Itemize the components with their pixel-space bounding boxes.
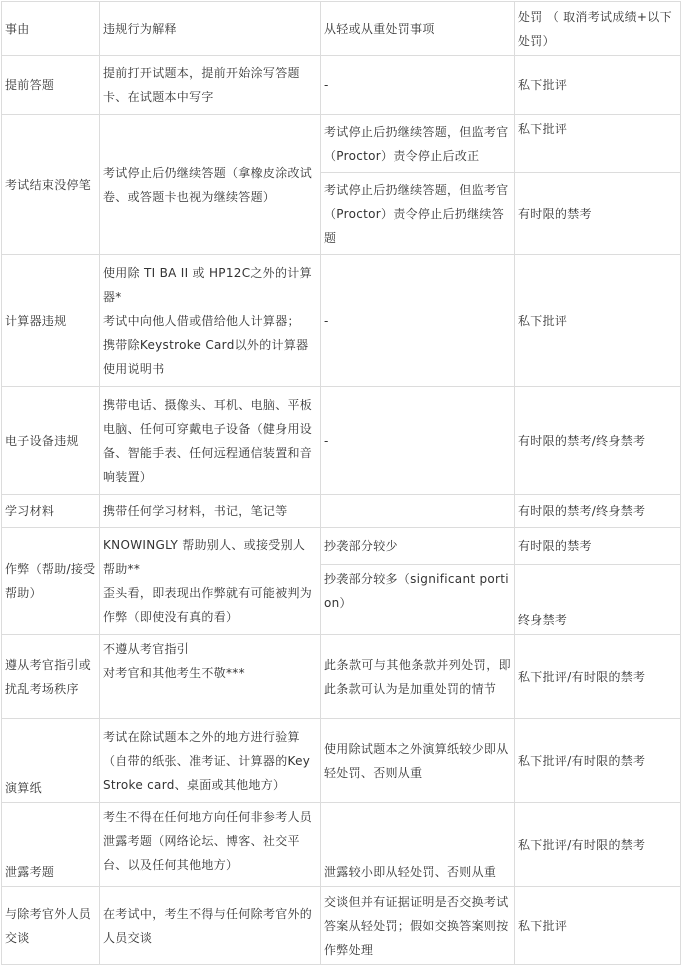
reason-cell: 考试结束没停笔 — [2, 115, 100, 255]
mitigation-cell: - — [321, 255, 515, 387]
explanation-cell — [100, 528, 321, 635]
explanation-cell: 考试在除试题本之外的地方进行验算（自带的纸张、准考证、计算器的KeyStroke card、桌面或其他地方） — [100, 719, 321, 803]
table-row — [2, 56, 681, 115]
explanation-cell — [100, 635, 321, 719]
penalty-cell: 有时限的禁考/终身禁考 — [515, 387, 681, 495]
penalty-cell: 私下批评/有时限的禁考 — [515, 635, 681, 719]
penalty-cell: 私下批评 — [515, 115, 681, 173]
explanation-cell: 携带电话、摄像头、耳机、电脑、平板电脑、任何可穿戴电子设备（健身用设备、智能手表、任何远程通信装置和音响装置） — [100, 387, 321, 495]
penalty-cell: 私下批评 — [515, 887, 681, 965]
mitigation-cell: 交谈但并有证据证明是否交换考试答案从轻处罚；假如交换答案则按作弊处理 — [321, 887, 515, 965]
table-row — [2, 803, 681, 887]
penalty-cell: 私下批评/有时限的禁考 — [515, 803, 681, 887]
header-mitigation: 从轻或从重处罚事项 — [321, 2, 515, 56]
reason-cell: 学习材料 — [2, 495, 100, 528]
table-row — [2, 719, 681, 803]
mitigation-cell: 使用除试题本之外演算纸较少即从轻处罚、否则从重 — [321, 719, 515, 803]
header-penalty: 处罚 （ 取消考试成绩+以下处罚） — [515, 2, 681, 56]
mitigation-cell: - — [321, 56, 515, 115]
explanation-line: 考试中向他人借或借给他人计算器； — [103, 313, 300, 328]
reason-cell: 作弊（帮助/接受帮助） — [2, 528, 100, 635]
mitigation-cell: 泄露较小即从轻处罚、否则从重 — [321, 803, 515, 887]
reason-cell: 电子设备违规 — [2, 387, 100, 495]
explanation-line: 对考官和其他考生不敬*** — [103, 666, 245, 680]
penalty-cell: 终身禁考 — [515, 565, 681, 635]
explanation-line: 不遵从考官指引 — [103, 642, 190, 656]
reason-cell: 泄露考题 — [2, 803, 100, 887]
mitigation-cell: 此条款可与其他条款并列处罚，即此条款可认为是加重处罚的情节 — [321, 635, 515, 719]
penalty-cell: 有时限的禁考 — [515, 528, 681, 565]
explanation-line: 携带除Keystroke Card以外的计算器使用说明书 — [103, 337, 309, 376]
table-row — [2, 387, 681, 495]
table-row — [2, 495, 681, 528]
explanation-cell: 在考试中，考生不得与任何除考官外的人员交谈 — [100, 887, 321, 965]
penalty-cell: 私下批评 — [515, 56, 681, 115]
explanation-cell: 提前打开试题本，提前开始涂写答题卡、在试题本中写字 — [100, 56, 321, 115]
table-row — [2, 528, 681, 565]
header-reason: 事由 — [2, 2, 100, 56]
penalty-cell: 有时限的禁考 — [515, 173, 681, 255]
explanation-cell: 考试停止后仍继续答题（拿橡皮涂改试卷、或答题卡也视为继续答题） — [100, 115, 321, 255]
reason-cell: 提前答题 — [2, 56, 100, 115]
mitigation-cell: 考试停止后扔继续答题，但监考官（Proctor）责令停止后扔继续答题 — [321, 173, 515, 255]
reason-cell: 计算器违规 — [2, 255, 100, 387]
reason-cell: 演算纸 — [2, 719, 100, 803]
penalty-cell: 私下批评/有时限的禁考 — [515, 719, 681, 803]
explanation-cell — [100, 255, 321, 387]
reason-cell: 与除考官外人员交谈 — [2, 887, 100, 965]
mitigation-cell: 抄袭部分较多（significant portion） — [321, 565, 515, 635]
table-row — [2, 887, 681, 965]
explanation-cell: 考生不得在任何地方向任何非参考人员泄露考题（网络论坛、博客、社交平台、以及任何其他地方） — [100, 803, 321, 887]
penalty-table — [1, 1, 681, 965]
mitigation-cell: 抄袭部分较少 — [321, 528, 515, 565]
penalty-cell: 私下批评 — [515, 255, 681, 387]
table-row — [2, 115, 681, 173]
table-row — [2, 635, 681, 719]
table-row — [2, 255, 681, 387]
mitigation-cell — [321, 495, 515, 528]
header-explanation: 违规行为解释 — [100, 2, 321, 56]
mitigation-cell: - — [321, 387, 515, 495]
table-header-row — [2, 2, 681, 56]
explanation-cell: 携带任何学习材料，书记，笔记等 — [100, 495, 321, 528]
penalty-cell: 有时限的禁考/终身禁考 — [515, 495, 681, 528]
explanation-line: KNOWINGLY 帮助别人、或接受别人帮助** — [103, 538, 306, 576]
reason-cell: 遵从考官指引或扰乱考场秩序 — [2, 635, 100, 719]
mitigation-cell: 考试停止后扔继续答题，但监考官（Proctor）责令停止后改正 — [321, 115, 515, 173]
explanation-line: 歪头看，即表现出作弊就有可能被判为作弊（即使没有真的看） — [103, 586, 313, 624]
explanation-line: 使用除 TI BA II 或 HP12C之外的计算器* — [103, 265, 312, 304]
